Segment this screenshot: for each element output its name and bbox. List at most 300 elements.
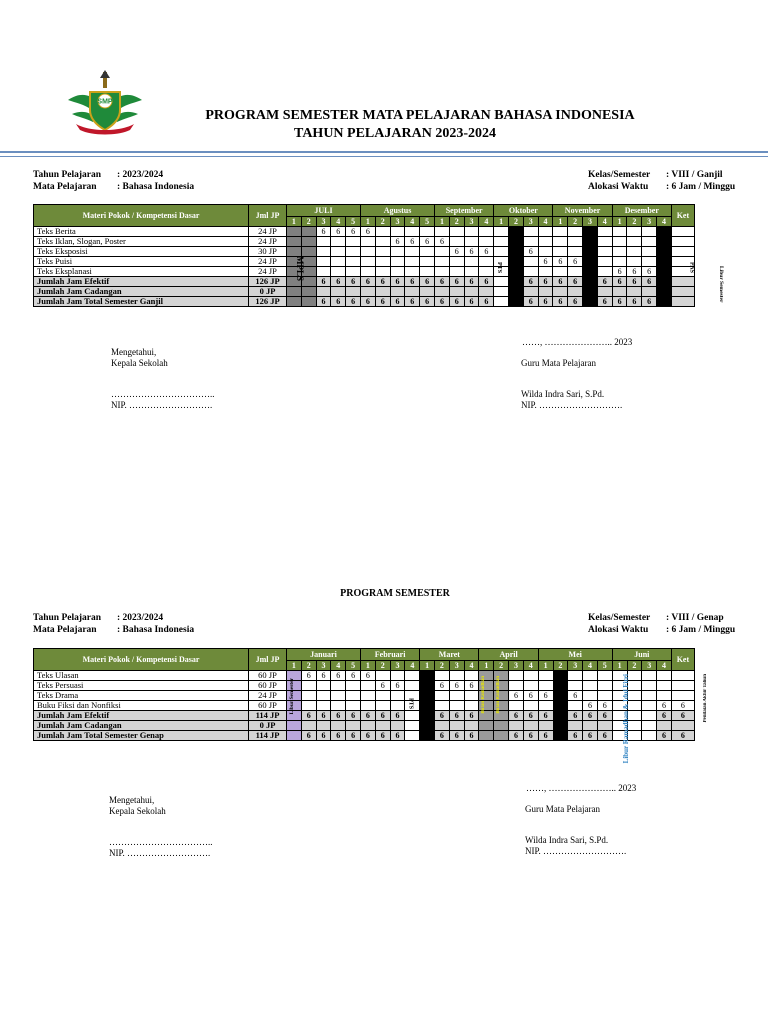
schedule-cell bbox=[464, 227, 479, 237]
schedule-cell: 6 bbox=[390, 731, 405, 741]
month-header: Juni bbox=[612, 649, 671, 661]
schedule-cell bbox=[612, 287, 627, 297]
schedule-cell bbox=[583, 227, 598, 237]
schedule-cell bbox=[316, 267, 331, 277]
schedule-cell: 6 bbox=[449, 247, 464, 257]
materi-cell: Jumlah Jam Efektif bbox=[34, 711, 249, 721]
schedule-cell: 6 bbox=[479, 247, 494, 257]
schedule-cell bbox=[301, 287, 316, 297]
col-header-jml-jp: Jml JP bbox=[249, 205, 287, 227]
schedule-cell: 6 bbox=[375, 277, 390, 287]
schedule-cell bbox=[494, 247, 509, 257]
schedule-cell: 6 bbox=[420, 277, 435, 287]
schedule-cell bbox=[568, 247, 583, 257]
schedule-cell bbox=[301, 237, 316, 247]
week-header: 2 bbox=[301, 661, 316, 671]
schedule-cell: 6 bbox=[331, 277, 346, 287]
col-header-ket: Ket bbox=[671, 205, 694, 227]
week-header: 3 bbox=[449, 661, 464, 671]
schedule-cell: 6 bbox=[509, 691, 524, 701]
schedule-cell bbox=[509, 701, 524, 711]
schedule-cell bbox=[435, 267, 450, 277]
schedule-cell bbox=[509, 267, 524, 277]
week-header: 2 bbox=[627, 661, 642, 671]
schedule-cell bbox=[642, 691, 657, 701]
schedule-cell bbox=[583, 681, 598, 691]
materi-cell: Teks Ulasan bbox=[34, 671, 249, 681]
table-row bbox=[34, 297, 695, 307]
schedule-cell bbox=[361, 681, 376, 691]
week-header: 2 bbox=[553, 661, 568, 671]
schedule-cell bbox=[568, 671, 583, 681]
schedule-cell bbox=[568, 681, 583, 691]
week-header: 4 bbox=[479, 217, 494, 227]
col-header-materi: Materi Pokok / Kompetensi Dasar bbox=[34, 205, 249, 227]
schedule-cell bbox=[420, 267, 435, 277]
schedule-cell bbox=[390, 287, 405, 297]
schedule-cell: 6 bbox=[509, 711, 524, 721]
schedule-cell bbox=[420, 287, 435, 297]
schedule-cell bbox=[375, 267, 390, 277]
materi-cell: Jumlah Jam Cadangan bbox=[34, 287, 249, 297]
week-header: 1 bbox=[494, 217, 509, 227]
schedule-cell bbox=[331, 287, 346, 297]
schedule-cell bbox=[597, 237, 612, 247]
schedule-cell bbox=[597, 257, 612, 267]
week-header: 5 bbox=[420, 217, 435, 227]
schedule-cell: 6 bbox=[449, 277, 464, 287]
schedule-cell bbox=[597, 671, 612, 681]
schedule-cell bbox=[449, 721, 464, 731]
week-header: 2 bbox=[568, 217, 583, 227]
schedule-cell bbox=[449, 237, 464, 247]
schedule-cell: 6 bbox=[390, 297, 405, 307]
schedule-cell bbox=[538, 287, 553, 297]
week-header: 5 bbox=[346, 217, 361, 227]
schedule-cell bbox=[538, 681, 553, 691]
week-header: 3 bbox=[523, 217, 538, 227]
schedule-cell bbox=[420, 711, 435, 721]
schedule-cell: 6 bbox=[420, 237, 435, 247]
week-header: 1 bbox=[435, 217, 450, 227]
jp-cell: 30 JP bbox=[249, 247, 287, 257]
schedule-cell bbox=[553, 671, 568, 681]
week-header: 3 bbox=[464, 217, 479, 227]
week-header: 3 bbox=[390, 661, 405, 671]
pts-label: PTS bbox=[407, 698, 414, 710]
schedule-cell bbox=[509, 257, 524, 267]
week-header: 1 bbox=[361, 217, 376, 227]
schedule-cell bbox=[583, 671, 598, 681]
pat-label: Penilaian Akhir Tahun bbox=[703, 674, 709, 723]
schedule-cell bbox=[435, 721, 450, 731]
schedule-cell bbox=[464, 267, 479, 277]
schedule-cell bbox=[435, 701, 450, 711]
jp-cell: 60 JP bbox=[249, 701, 287, 711]
month-header: November bbox=[553, 205, 612, 217]
schedule-cell bbox=[375, 671, 390, 681]
schedule-cell bbox=[346, 701, 361, 711]
schedule-cell: 6 bbox=[361, 227, 376, 237]
schedule-cell: 6 bbox=[435, 237, 450, 247]
schedule-cell bbox=[375, 691, 390, 701]
schedule-cell bbox=[390, 671, 405, 681]
schedule-cell: 6 bbox=[435, 297, 450, 307]
week-header: 4 bbox=[597, 217, 612, 227]
schedule-cell: 6 bbox=[523, 691, 538, 701]
schedule-cell bbox=[449, 691, 464, 701]
schedule-cell bbox=[568, 237, 583, 247]
schedule-cell bbox=[568, 227, 583, 237]
schedule-cell bbox=[435, 257, 450, 267]
schedule-cell: 6 bbox=[657, 701, 672, 711]
schedule-cell bbox=[464, 721, 479, 731]
schedule-cell bbox=[523, 257, 538, 267]
schedule-cell bbox=[642, 711, 657, 721]
schedule-cell bbox=[627, 247, 642, 257]
schedule-cell bbox=[420, 721, 435, 731]
schedule-cell bbox=[538, 671, 553, 681]
materi-cell: Buku Fiksi dan Nonfiksi bbox=[34, 701, 249, 711]
schedule-cell: 6 bbox=[316, 671, 331, 681]
schedule-cell bbox=[331, 691, 346, 701]
schedule-cell: 6 bbox=[405, 297, 420, 307]
schedule-cell bbox=[553, 287, 568, 297]
schedule-cell: 6 bbox=[331, 731, 346, 741]
schedule-cell: 6 bbox=[597, 297, 612, 307]
schedule-cell bbox=[316, 287, 331, 297]
schedule-cell: 6 bbox=[449, 731, 464, 741]
schedule-cell bbox=[361, 721, 376, 731]
schedule-cell bbox=[435, 227, 450, 237]
schedule-cell bbox=[287, 227, 302, 237]
schedule-cell bbox=[346, 257, 361, 267]
schedule-cell bbox=[568, 721, 583, 731]
schedule-cell bbox=[657, 237, 672, 247]
schedule-cell bbox=[494, 287, 509, 297]
schedule-cell bbox=[405, 247, 420, 257]
schedule-cell bbox=[479, 267, 494, 277]
materi-cell: Teks Puisi bbox=[34, 257, 249, 267]
schedule-cell bbox=[375, 247, 390, 257]
week-header: 4 bbox=[583, 661, 598, 671]
schedule-cell: 6 bbox=[657, 711, 672, 721]
schedule-cell bbox=[420, 701, 435, 711]
month-header: September bbox=[435, 205, 494, 217]
schedule-cell: 6 bbox=[361, 731, 376, 741]
schedule-cell bbox=[361, 691, 376, 701]
schedule-cell: 6 bbox=[375, 681, 390, 691]
sem1-sign-right: ……, ………………….. 2023 Guru Mata Pelajaran Wilda Indra Sari, S.Pd. NIP. ………………………. bbox=[521, 337, 633, 410]
schedule-cell: 6 bbox=[464, 711, 479, 721]
schedule-cell: 6 bbox=[464, 297, 479, 307]
schedule-cell bbox=[449, 671, 464, 681]
materi-cell: Teks Berita bbox=[34, 227, 249, 237]
schedule-cell bbox=[657, 681, 672, 691]
month-header: Februari bbox=[361, 649, 420, 661]
schedule-cell bbox=[583, 721, 598, 731]
week-header: 3 bbox=[390, 217, 405, 227]
jp-cell: 60 JP bbox=[249, 681, 287, 691]
schedule-cell: 6 bbox=[568, 691, 583, 701]
week-header: 2 bbox=[627, 217, 642, 227]
month-header: Mei bbox=[538, 649, 612, 661]
schedule-cell bbox=[671, 297, 694, 307]
week-header: 2 bbox=[435, 661, 450, 671]
week-header: 3 bbox=[642, 217, 657, 227]
schedule-cell bbox=[301, 721, 316, 731]
week-header: 4 bbox=[331, 661, 346, 671]
sem2-sign-left: Mengetahui, Kepala Sekolah …………………………….. NIP. ………………………. bbox=[109, 795, 213, 858]
schedule-cell: 6 bbox=[316, 277, 331, 287]
schedule-cell bbox=[657, 227, 672, 237]
week-header: 5 bbox=[346, 661, 361, 671]
week-header: 2 bbox=[494, 661, 509, 671]
schedule-cell bbox=[464, 691, 479, 701]
table-row bbox=[34, 711, 695, 721]
week-header: 3 bbox=[316, 661, 331, 671]
schedule-cell bbox=[301, 691, 316, 701]
schedule-cell bbox=[627, 287, 642, 297]
week-header: 1 bbox=[287, 217, 302, 227]
col-header-materi: Materi Pokok / Kompetensi Dasar bbox=[34, 649, 249, 671]
schedule-cell bbox=[420, 691, 435, 701]
col-header-jml-jp: Jml JP bbox=[249, 649, 287, 671]
schedule-cell: 6 bbox=[509, 297, 524, 307]
schedule-cell bbox=[553, 731, 568, 741]
week-header: 1 bbox=[538, 661, 553, 671]
schedule-cell: 6 bbox=[331, 297, 346, 307]
schedule-cell: 6 bbox=[346, 671, 361, 681]
schedule-cell bbox=[642, 237, 657, 247]
schedule-cell bbox=[331, 247, 346, 257]
page-subtitle: TAHUN PELAJARAN 2023-2024 bbox=[294, 126, 496, 141]
schedule-cell bbox=[346, 691, 361, 701]
schedule-cell bbox=[449, 701, 464, 711]
materi-cell: Jumlah Jam Efektif bbox=[34, 277, 249, 287]
schedule-cell bbox=[316, 237, 331, 247]
schedule-cell bbox=[553, 237, 568, 247]
schedule-cell bbox=[464, 237, 479, 247]
schedule-cell bbox=[553, 711, 568, 721]
sem1-schedule-table bbox=[33, 204, 695, 307]
schedule-cell: 6 bbox=[301, 731, 316, 741]
sem2-info-right: Kelas/Semester : VIII / Genap Alokasi Waktu : 6 Jam / Minggu bbox=[588, 613, 736, 635]
schedule-cell bbox=[405, 731, 420, 741]
schedule-cell: 6 bbox=[568, 711, 583, 721]
schedule-cell bbox=[420, 247, 435, 257]
schedule-cell: 6 bbox=[538, 257, 553, 267]
schedule-cell bbox=[494, 227, 509, 237]
schedule-cell bbox=[553, 247, 568, 257]
week-header: 2 bbox=[375, 217, 390, 227]
schedule-cell: 6 bbox=[346, 711, 361, 721]
schedule-cell bbox=[479, 237, 494, 247]
schedule-cell bbox=[301, 247, 316, 257]
table-row bbox=[34, 691, 695, 701]
schedule-cell bbox=[553, 681, 568, 691]
table-row bbox=[34, 257, 695, 267]
schedule-cell bbox=[671, 287, 694, 297]
schedule-cell: 6 bbox=[627, 297, 642, 307]
schedule-cell bbox=[316, 701, 331, 711]
schedule-cell bbox=[479, 287, 494, 297]
schedule-cell: 6 bbox=[449, 711, 464, 721]
schedule-cell bbox=[405, 671, 420, 681]
jp-cell: 24 JP bbox=[249, 691, 287, 701]
schedule-cell: 6 bbox=[331, 711, 346, 721]
schedule-cell bbox=[583, 267, 598, 277]
schedule-cell bbox=[612, 257, 627, 267]
libur-semester-label: Libur Semester bbox=[718, 266, 725, 303]
schedule-cell bbox=[405, 711, 420, 721]
schedule-cell: 6 bbox=[346, 227, 361, 237]
schedule-cell: 6 bbox=[346, 277, 361, 287]
materi-cell: Teks Drama bbox=[34, 691, 249, 701]
schedule-cell bbox=[509, 681, 524, 691]
schedule-cell bbox=[331, 701, 346, 711]
schedule-cell bbox=[583, 691, 598, 701]
schedule-cell bbox=[583, 247, 598, 257]
schedule-cell: 6 bbox=[331, 671, 346, 681]
bulan-ramadhan-label: Bulan Ramadhan bbox=[481, 676, 487, 714]
schedule-cell bbox=[657, 691, 672, 701]
sem1-info-left: Tahun Pelajaran : 2023/2024 Mata Pelajaran : Bahasa Indonesia bbox=[33, 170, 195, 192]
schedule-cell bbox=[420, 257, 435, 267]
schedule-cell: 6 bbox=[479, 277, 494, 287]
schedule-cell: 6 bbox=[316, 227, 331, 237]
schedule-cell bbox=[375, 257, 390, 267]
mpls-label: MPLS bbox=[295, 256, 305, 282]
week-header: 5 bbox=[597, 661, 612, 671]
schedule-cell: 6 bbox=[583, 277, 598, 287]
schedule-cell bbox=[420, 227, 435, 237]
schedule-cell bbox=[657, 671, 672, 681]
week-header: 2 bbox=[301, 217, 316, 227]
schedule-cell: 6 bbox=[464, 681, 479, 691]
schedule-cell bbox=[316, 721, 331, 731]
schedule-cell bbox=[671, 277, 694, 287]
sem1-info-right: Kelas/Semester : VIII / Ganjil Alokasi Waktu : 6 Jam / Minggu bbox=[588, 170, 736, 192]
pts-label: PTS bbox=[496, 262, 503, 274]
schedule-cell: 6 bbox=[316, 731, 331, 741]
schedule-cell bbox=[301, 227, 316, 237]
month-header: Oktober bbox=[494, 205, 553, 217]
schedule-cell bbox=[361, 237, 376, 247]
schedule-cell bbox=[657, 247, 672, 257]
schedule-cell: 6 bbox=[568, 731, 583, 741]
schedule-cell bbox=[642, 671, 657, 681]
schedule-cell bbox=[642, 681, 657, 691]
schedule-cell bbox=[420, 681, 435, 691]
materi-cell: Teks Eksplanasi bbox=[34, 267, 249, 277]
schedule-cell: 6 bbox=[435, 731, 450, 741]
schedule-cell bbox=[538, 701, 553, 711]
sem2-info-left: Tahun Pelajaran : 2023/2024 Mata Pelajaran : Bahasa Indonesia bbox=[33, 613, 195, 635]
schedule-cell bbox=[509, 237, 524, 247]
schedule-cell: 6 bbox=[316, 297, 331, 307]
schedule-cell bbox=[331, 267, 346, 277]
schedule-cell: 6 bbox=[361, 277, 376, 287]
schedule-cell bbox=[449, 227, 464, 237]
schedule-cell bbox=[420, 671, 435, 681]
materi-cell: Teks Persuasi bbox=[34, 681, 249, 691]
schedule-cell: 6 bbox=[671, 731, 694, 741]
schedule-cell: 6 bbox=[597, 711, 612, 721]
schedule-cell bbox=[449, 287, 464, 297]
schedule-cell: 6 bbox=[464, 277, 479, 287]
materi-cell: Jumlah Jam Total Semester Genap bbox=[34, 731, 249, 741]
schedule-cell bbox=[287, 297, 302, 307]
schedule-cell: 6 bbox=[449, 297, 464, 307]
schedule-cell bbox=[642, 701, 657, 711]
schedule-cell bbox=[390, 267, 405, 277]
schedule-cell bbox=[361, 287, 376, 297]
schedule-cell: 6 bbox=[657, 277, 672, 287]
week-header: 4 bbox=[331, 217, 346, 227]
week-header: 1 bbox=[612, 217, 627, 227]
schedule-cell bbox=[523, 287, 538, 297]
schedule-cell bbox=[523, 721, 538, 731]
schedule-cell: 6 bbox=[583, 257, 598, 267]
schedule-cell bbox=[316, 681, 331, 691]
schedule-cell: 6 bbox=[435, 681, 450, 691]
materi-cell: Teks Eksposisi bbox=[34, 247, 249, 257]
month-header: Agustus bbox=[361, 205, 435, 217]
schedule-cell bbox=[449, 267, 464, 277]
jp-cell: 126 JP bbox=[249, 277, 287, 287]
schedule-cell bbox=[494, 237, 509, 247]
schedule-cell bbox=[523, 701, 538, 711]
schedule-cell: 6 bbox=[361, 297, 376, 307]
schedule-cell bbox=[390, 227, 405, 237]
schedule-cell: 6 bbox=[509, 277, 524, 287]
schedule-cell bbox=[657, 721, 672, 731]
week-header: 3 bbox=[583, 217, 598, 227]
schedule-cell: 6 bbox=[523, 297, 538, 307]
schedule-cell bbox=[671, 671, 694, 681]
schedule-cell bbox=[568, 287, 583, 297]
schedule-cell bbox=[657, 287, 672, 297]
week-header: 4 bbox=[538, 217, 553, 227]
schedule-cell bbox=[597, 247, 612, 257]
schedule-cell bbox=[583, 287, 598, 297]
schedule-cell bbox=[523, 227, 538, 237]
schedule-cell bbox=[316, 691, 331, 701]
schedule-cell: 6 bbox=[627, 267, 642, 277]
materi-cell: Jumlah Jam Cadangan bbox=[34, 721, 249, 731]
schedule-cell bbox=[523, 671, 538, 681]
schedule-cell bbox=[568, 701, 583, 711]
schedule-cell bbox=[523, 237, 538, 247]
schedule-cell: 6 bbox=[671, 701, 694, 711]
schedule-cell: 6 bbox=[301, 711, 316, 721]
table-row bbox=[34, 237, 695, 247]
schedule-cell bbox=[627, 257, 642, 267]
schedule-cell: 6 bbox=[538, 731, 553, 741]
schedule-cell bbox=[523, 267, 538, 277]
month-header: Desember bbox=[612, 205, 671, 217]
schedule-cell bbox=[287, 287, 302, 297]
schedule-cell: 6 bbox=[405, 237, 420, 247]
schedule-cell bbox=[464, 671, 479, 681]
schedule-cell bbox=[405, 257, 420, 267]
jp-cell: 0 JP bbox=[249, 721, 287, 731]
schedule-cell: 6 bbox=[538, 711, 553, 721]
month-header: Januari bbox=[287, 649, 361, 661]
schedule-cell: 6 bbox=[435, 711, 450, 721]
schedule-cell: 6 bbox=[361, 671, 376, 681]
